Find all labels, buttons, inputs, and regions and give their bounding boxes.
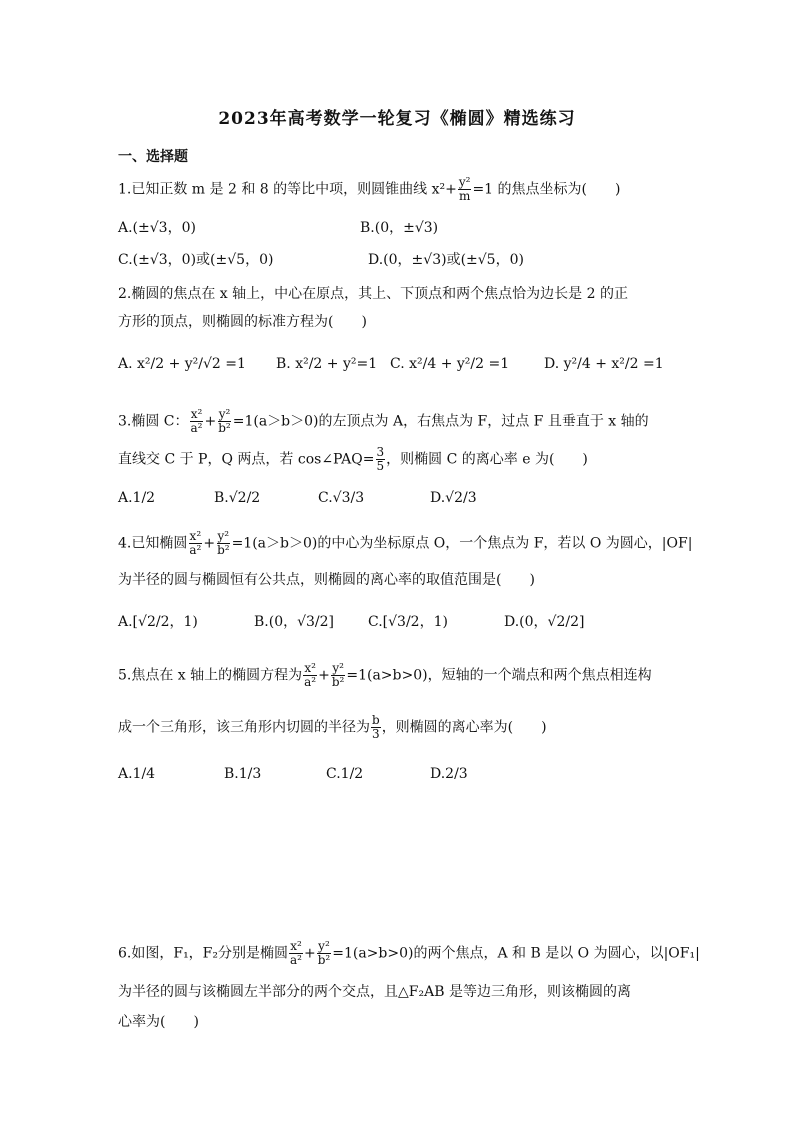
fraction: $\frac{\text{y²}}{m}$ bbox=[458, 175, 471, 203]
q5-option-a[interactable]: A.1/4 bbox=[118, 766, 156, 782]
q1-option-a[interactable]: A.(±√3，0) bbox=[118, 220, 196, 236]
q1-option-c[interactable]: C.(±√3，0)或(±√5，0) bbox=[118, 252, 274, 268]
page-title: 2023年高考数学一轮复习《椭圆》精选练习 bbox=[218, 109, 576, 129]
question-6-line-2: 为半径的圆与该椭圆左半部分的两个交点，且△F₂AB 是等边三角形，则该椭圆的离 bbox=[118, 984, 631, 1000]
q4-option-c[interactable]: C.[√3/2，1) bbox=[368, 614, 448, 630]
q4-option-b[interactable]: B.(0，√3/2] bbox=[254, 614, 335, 630]
section-heading: 一、选择题 bbox=[118, 149, 188, 165]
q3-option-d[interactable]: D.√2/3 bbox=[430, 490, 477, 506]
q1-option-b[interactable]: B.(0，±√3) bbox=[360, 220, 439, 236]
fraction: $\frac{\text{y²}}{\text{b²}}$ bbox=[217, 529, 230, 557]
q4-option-d[interactable]: D.(0，√2/2] bbox=[504, 614, 585, 630]
q5-option-c[interactable]: C.1/2 bbox=[326, 766, 364, 782]
fraction: $\frac{\text{x²}}{\text{a²}}$ bbox=[304, 661, 317, 689]
fraction: $\frac{\text{y²}}{\text{b²}}$ bbox=[331, 661, 345, 689]
fraction: $\frac{\text{y²}}{\text{b²}}$ bbox=[317, 939, 331, 967]
fraction: $\frac{\text{y²}}{\text{b²}}$ bbox=[218, 407, 231, 435]
q5-option-d[interactable]: D.2/3 bbox=[430, 766, 468, 782]
q4-option-a[interactable]: A.[√2/2，1) bbox=[118, 614, 198, 630]
question-2-line-2: 方形的顶点，则椭圆的标准方程为( ) bbox=[118, 314, 367, 330]
fraction: $\frac{3}{5}$ bbox=[376, 445, 385, 473]
fraction: $\frac{\text{x²}}{\text{a²}}$ bbox=[190, 407, 203, 435]
q5-option-b[interactable]: B.1/3 bbox=[224, 766, 262, 782]
q1-option-d[interactable]: D.(0，±√3)或(±√5，0) bbox=[368, 252, 524, 268]
fraction: $\frac{\text{x²}}{\text{a²}}$ bbox=[189, 529, 202, 557]
q3-option-c[interactable]: C.√3/3 bbox=[318, 490, 365, 506]
q2-option-a[interactable]: A. x²/2 + y²/√2 =1 bbox=[118, 356, 246, 372]
question-3-line-1: 3.椭圆 C： $\frac{\text{x²}}{\text{a²}}$ + $\frac{\text{y²}}{\text{b²}}$ =1(a＞b＞0)的左顶点为 A，右焦点为 F，过点 F 且垂直于 x 轴的 bbox=[118, 407, 649, 435]
question-1: 1.已知正数 m 是 2 和 8 的等比中项，则圆锥曲线 x²+ $\frac{\text{y²}}{m}$ =1 的焦点坐标为( ) bbox=[118, 175, 621, 203]
question-5-line-2: 成一个三角形，该三角形内切圆的半径为 $\frac{b}{3}$ ，则椭圆的离心率为( ) bbox=[118, 713, 547, 741]
question-6-line-3: 心率为( ) bbox=[118, 1014, 199, 1030]
question-4-line-2: 为半径的圆与椭圆恒有公共点，则椭圆的离心率的取值范围是( ) bbox=[118, 572, 535, 588]
question-4-line-1: 4.已知椭圆 $\frac{\text{x²}}{\text{a²}}$ + $\frac{\text{y²}}{\text{b²}}$ =1(a＞b＞0)的中心为坐标原点 O，一个焦点为 F，若以 O 为圆心，|OF| bbox=[118, 529, 693, 557]
q2-option-d[interactable]: D. y²/4 + x²/2 =1 bbox=[544, 356, 664, 372]
q2-option-c[interactable]: C. x²/4 + y²/2 =1 bbox=[390, 356, 510, 372]
question-6-line-1: 6.如图，F₁，F₂分别是椭圆 $\frac{\text{x²}}{\text{a²}}$ + $\frac{\text{y²}}{\text{b²}}$ =1(a>b>0)的两个焦点，A 和 B 是以 O 为圆心，以|OF₁| bbox=[118, 939, 700, 967]
fraction: $\frac{b}{3}$ bbox=[372, 713, 380, 741]
question-3-line-2: 直线交 C 于 P，Q 两点，若 cos∠PAQ= $\frac{3}{5}$ ，则椭圆 C 的离心率 e 为( ) bbox=[118, 445, 588, 473]
q3-option-a[interactable]: A.1/2 bbox=[118, 490, 156, 506]
q2-option-b[interactable]: B. x²/2 + y²=1 bbox=[276, 356, 378, 372]
fraction: $\frac{\text{x²}}{\text{a²}}$ bbox=[290, 939, 302, 967]
question-2-line-1: 2.椭圆的焦点在 x 轴上，中心在原点，其上、下顶点和两个焦点恰为边长是 2 的正 bbox=[118, 286, 628, 302]
question-5-line-1: 5.焦点在 x 轴上的椭圆方程为 $\frac{\text{x²}}{\text{a²}}$ + $\frac{\text{y²}}{\text{b²}}$ =1(a>b>0)，短轴的一个端点和两个焦点相连构 bbox=[118, 661, 652, 689]
q3-option-b[interactable]: B.√2/2 bbox=[214, 490, 261, 506]
